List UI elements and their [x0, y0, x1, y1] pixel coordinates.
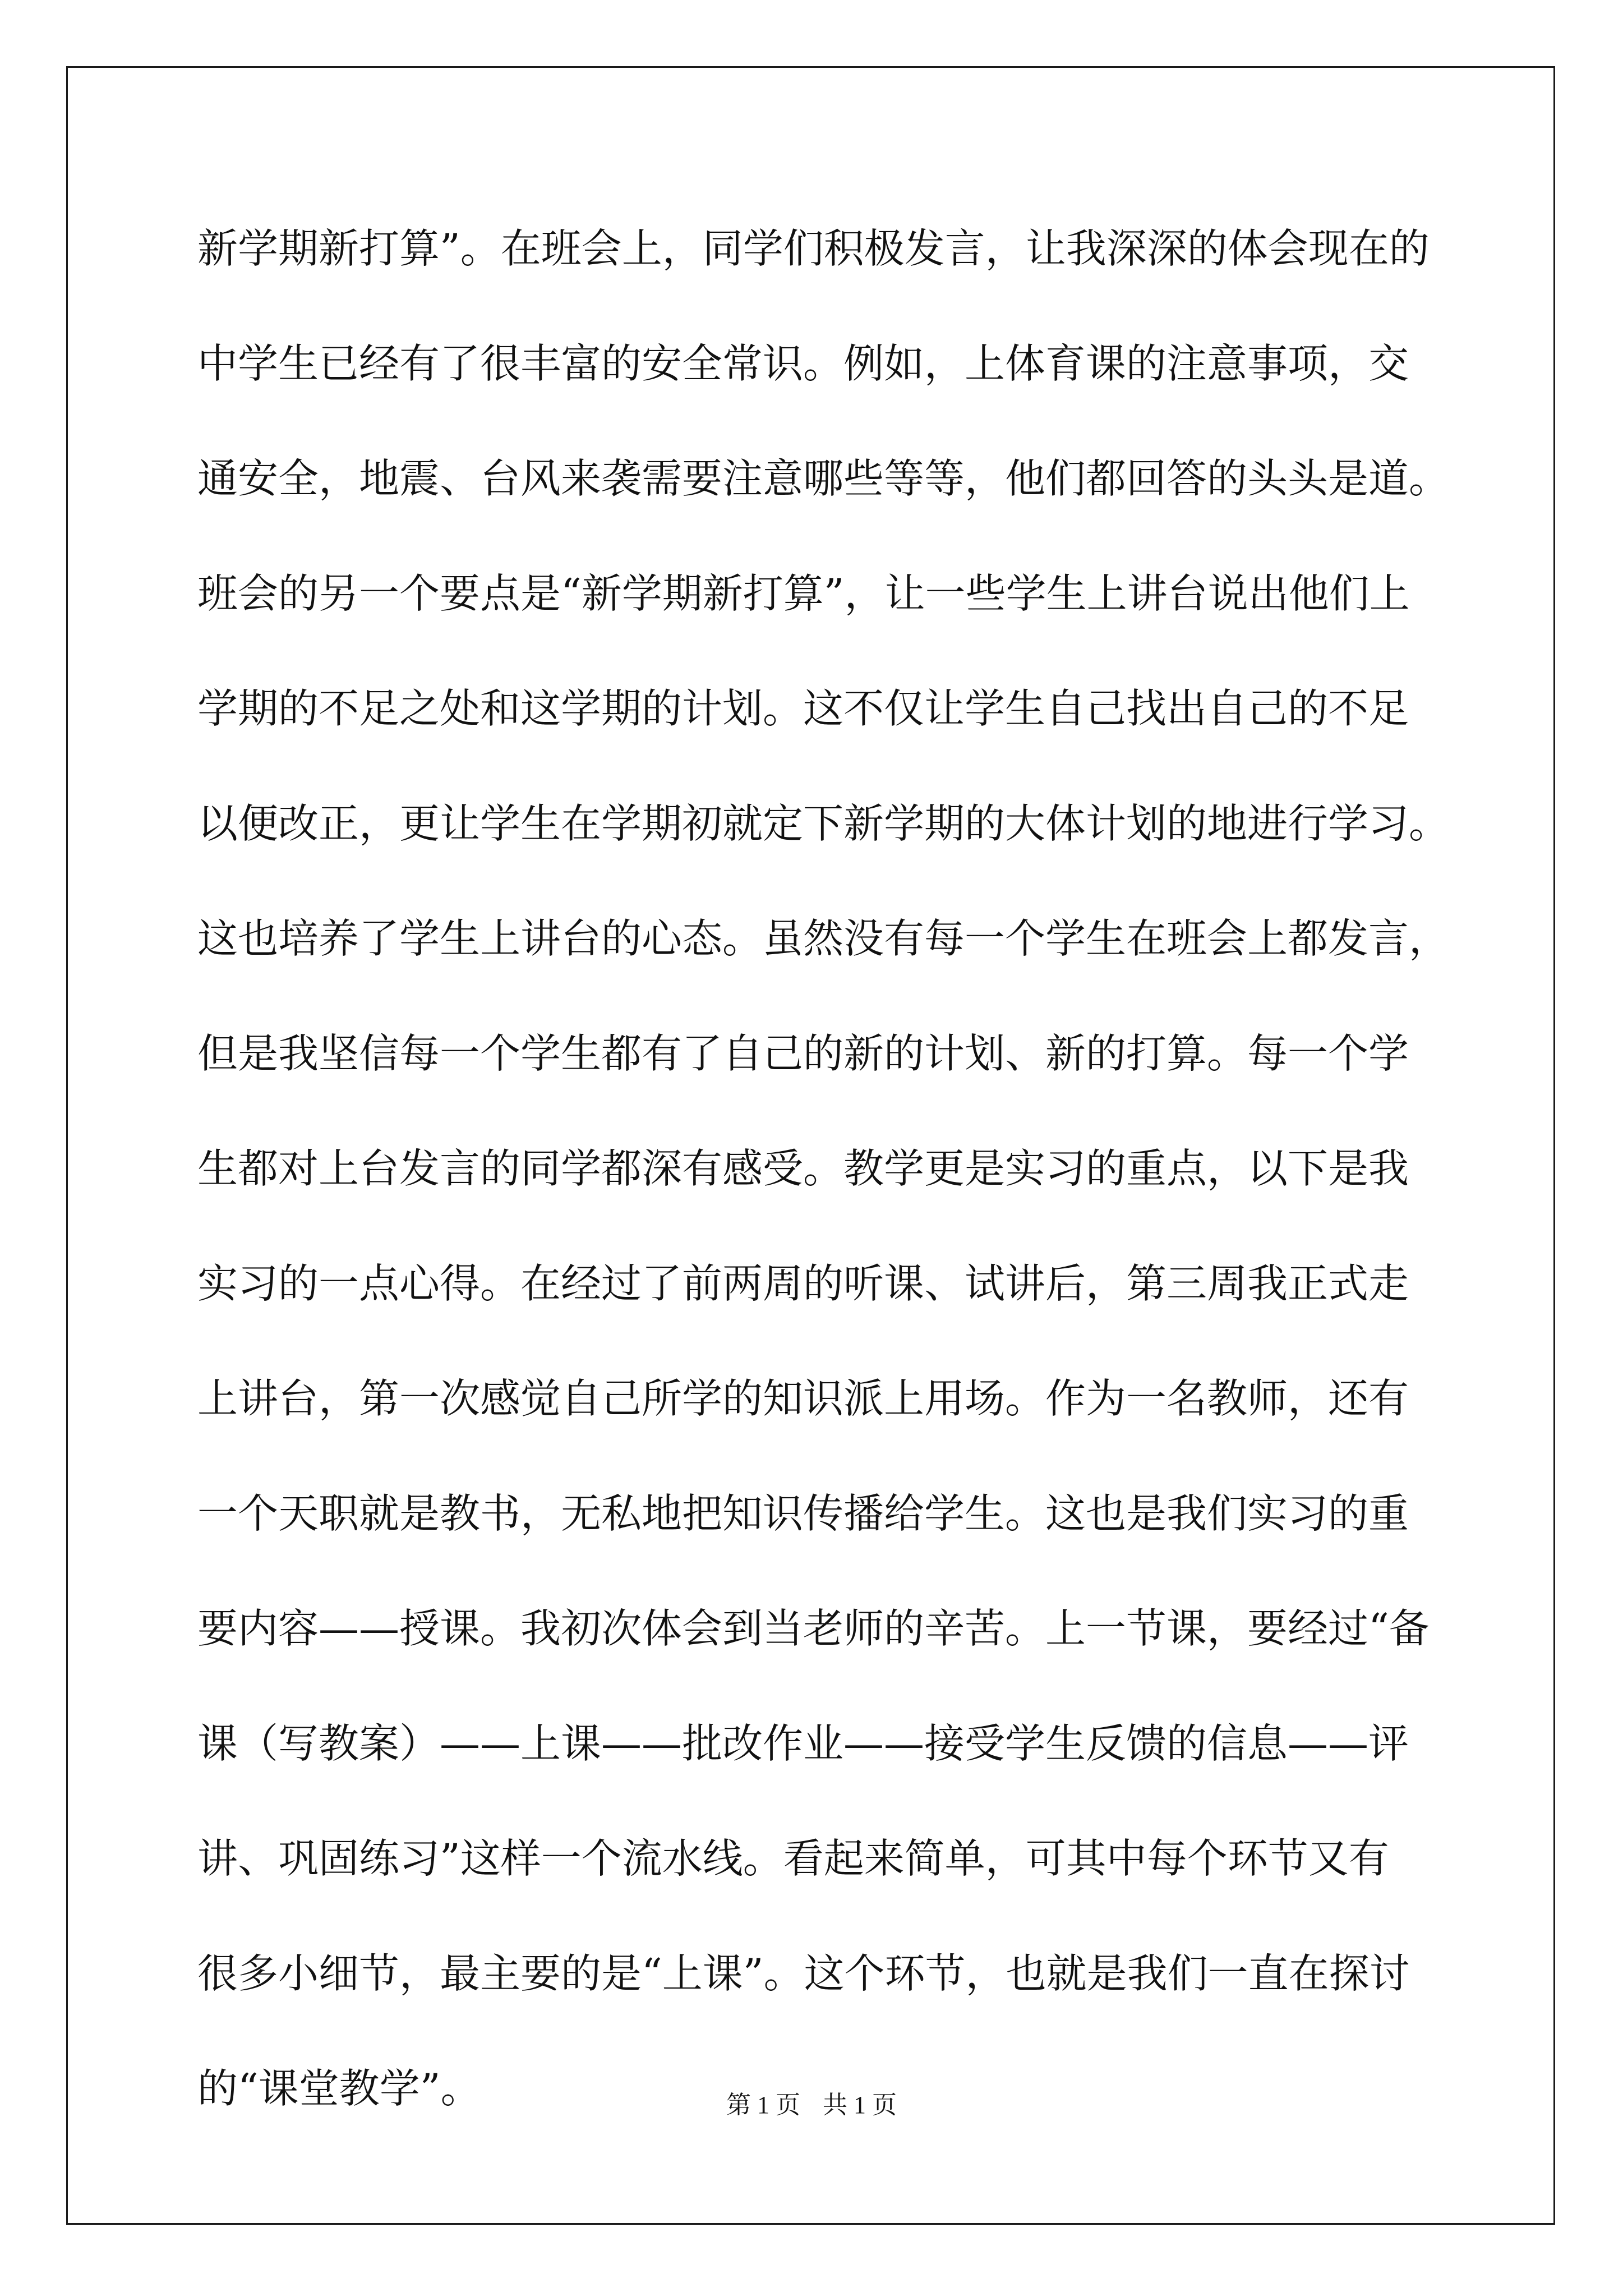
text-line: 这也培养了学生上讲台的心态。虽然没有每一个学生在班会上都发言， — [197, 915, 1450, 962]
text-line: 但是我坚信每一个学生都有了自己的新的计划、新的打算。每一个学 — [197, 1030, 1409, 1077]
text-line: 讲、巩固练习”这样一个流水线。看起来简单，可其中每个环节又有 — [197, 1835, 1389, 1882]
text-line: 实习的一点心得。在经过了前两周的听课、试讲后，第三周我正式走 — [197, 1260, 1409, 1307]
text-line: 新学期新打算”。在班会上，同学们积极发言，让我深深的体会现在的 — [197, 225, 1430, 272]
text-line: 要内容——授课。我初次体会到当老师的辛苦。上一节课，要经过“备 — [197, 1605, 1430, 1652]
text-line: 课（写教案）——上课——批改作业——接受学生反馈的信息——评 — [197, 1720, 1409, 1767]
text-line: 班会的另一个要点是“新学期新打算”，让一些学生上讲台说出他们上 — [197, 570, 1410, 617]
text-line: 上讲台，第一次感觉自己所学的知识派上用场。作为一名教师，还有 — [197, 1375, 1409, 1422]
document-body — [197, 206, 1450, 2161]
text-line: 通安全，地震、台风来袭需要注意哪些等等，他们都回答的头头是道。 — [197, 455, 1450, 502]
text-line: 学期的不足之处和这学期的计划。这不仅让学生自己找出自己的不足 — [197, 685, 1409, 732]
page-number: 第 1 页 — [726, 2091, 800, 2119]
text-line: 一个天职就是教书，无私地把知识传播给学生。这也是我们实习的重 — [197, 1490, 1409, 1537]
text-line: 中学生已经有了很丰富的安全常识。例如，上体育课的注意事项，交 — [197, 340, 1409, 387]
text-line: 以便改正，更让学生在学期初就定下新学期的大体计划的地进行学习。 — [197, 800, 1450, 847]
page-footer — [0, 2085, 1623, 2120]
text-line: 的“课堂教学”。 — [197, 2065, 481, 2112]
text-line: 生都对上台发言的同学都深有感受。教学更是实习的重点，以下是我 — [197, 1145, 1409, 1192]
text-line: 很多小细节，最主要的是“上课”。这个环节，也就是我们一直在探讨 — [197, 1950, 1410, 1997]
page-total: 共 1 页 — [823, 2091, 897, 2119]
